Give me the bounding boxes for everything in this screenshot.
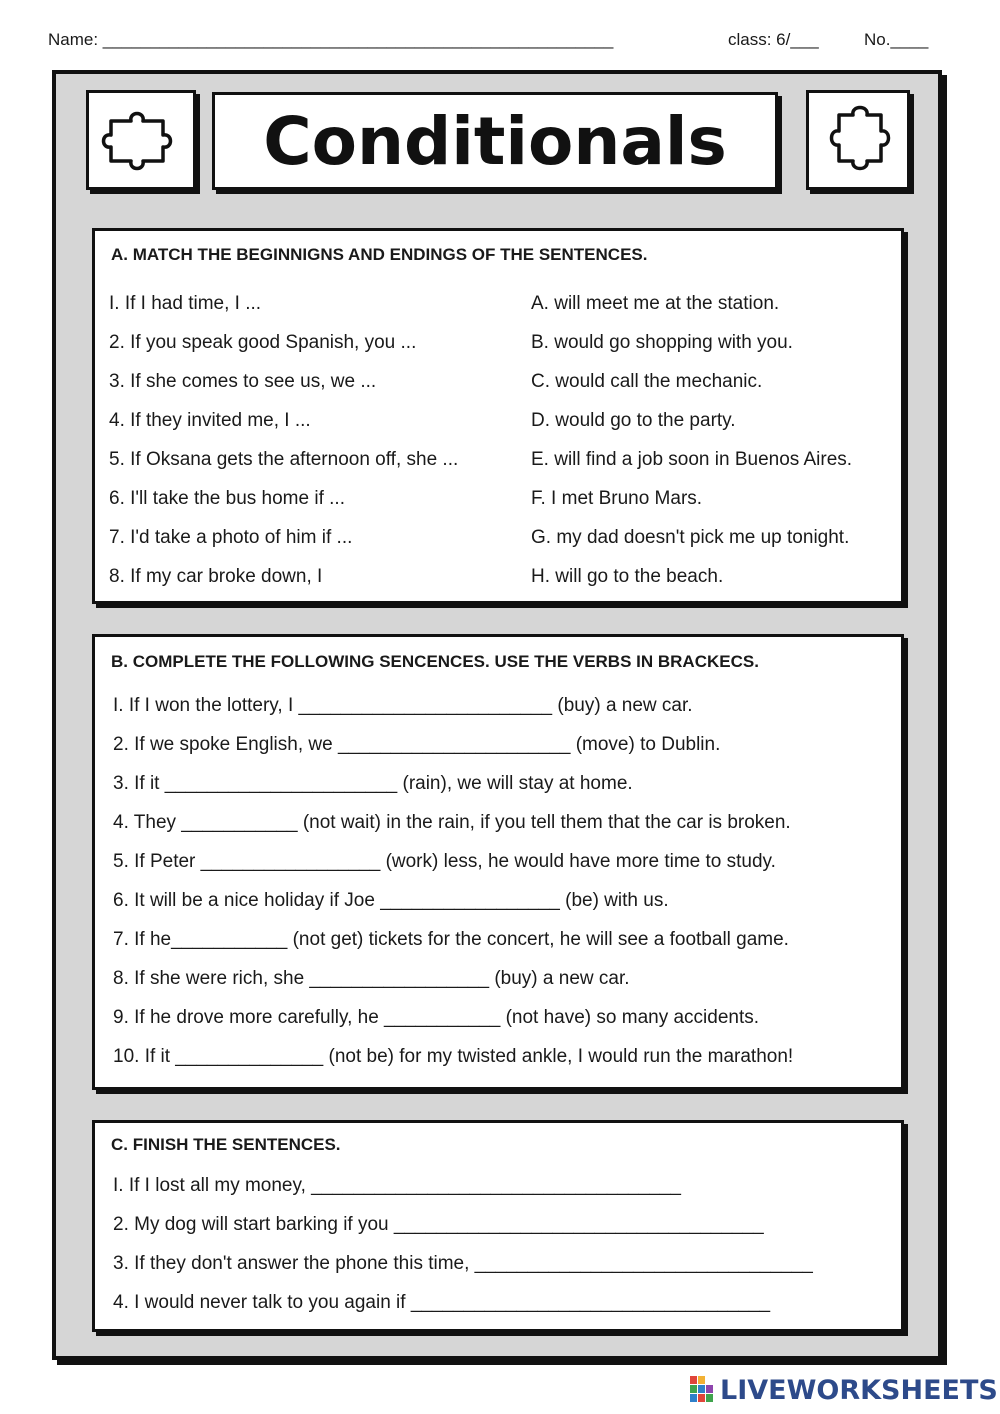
header: [48, 30, 948, 58]
completion-sentence: 4. They ___________ (not wait) in the rain, if you tell them that the car is broken.: [113, 812, 791, 833]
puzzle-piece-icon: [101, 103, 185, 179]
section-b-panel: [92, 634, 904, 1090]
section-a-panel: [92, 228, 904, 604]
match-ending: A. will meet me at the station.: [531, 293, 780, 314]
number-field-label: No.____: [864, 30, 929, 49]
completion-sentence: 6. It will be a nice holiday if Joe _________________ (be) with us.: [113, 890, 669, 911]
completion-sentence: 9. If he drove more carefully, he ___________ (not have) so many accidents.: [113, 1007, 760, 1028]
match-ending: F. I met Bruno Mars.: [531, 488, 703, 509]
finish-sentence: 3. If they don't answer the phone this time, ________________________________: [113, 1253, 813, 1274]
section-c-heading: C. FINISH THE SENTENCES.: [111, 1135, 341, 1154]
match-beginning: 6. I'll take the bus home if ...: [109, 488, 345, 509]
match-beginning: 8. If my car broke down, I: [109, 566, 323, 587]
match-ending: C. would call the mechanic.: [531, 371, 763, 392]
match-beginning: I. If I had time, I ...: [109, 293, 262, 314]
class-field-label: class: 6/___: [728, 30, 819, 49]
match-ending: D. would go to the party.: [531, 410, 736, 431]
match-beginning: 3. If she comes to see us, we ...: [109, 371, 377, 392]
completion-sentence: 5. If Peter _________________ (work) less, he would have more time to study.: [113, 851, 776, 872]
section-b-heading: B. COMPLETE THE FOLLOWING SENCENCES. USE THE VERBS IN BRACKECS.: [111, 652, 759, 671]
finish-sentence: I. If I lost all my money, ___________________________________: [113, 1175, 681, 1196]
page-title: Conditionals: [263, 102, 727, 180]
section-a-heading: A. MATCH THE BEGINNIGNS AND ENDINGS OF THE SENTENCES.: [111, 245, 648, 264]
title-box: [212, 92, 778, 190]
completion-sentence: 10. If it ______________ (not be) for my twisted ankle, I would run the marathon!: [113, 1046, 794, 1067]
right-puzzle-box: [806, 90, 910, 190]
match-beginning: 7. I'd take a photo of him if ...: [109, 527, 353, 548]
match-beginning: 5. If Oksana gets the afternoon off, she ...: [109, 449, 459, 470]
completion-sentence: 3. If it ______________________ (rain), we will stay at home.: [113, 773, 633, 794]
finish-sentence: 4. I would never talk to you again if __________________________________: [113, 1292, 771, 1313]
completion-sentence: 8. If she were rich, she _________________ (buy) a new car.: [113, 968, 630, 989]
match-ending: E. will find a job soon in Buenos Aires.: [531, 449, 853, 470]
liveworksheets-logo-icon: [690, 1376, 714, 1404]
brand-name: LIVEWORKSHEETS: [720, 1374, 998, 1406]
finish-sentence: 2. My dog will start barking if you ___________________________________: [113, 1214, 764, 1235]
match-beginning: 4. If they invited me, I ...: [109, 410, 311, 431]
name-field-label: Name: ______________________________________________________: [48, 30, 614, 49]
completion-sentence: I. If I won the lottery, I ________________________ (buy) a new car.: [113, 695, 693, 716]
completion-sentence: 7. If he___________ (not get) tickets for the concert, he will see a football game.: [113, 929, 789, 950]
match-beginning: 2. If you speak good Spanish, you ...: [109, 332, 417, 353]
section-c-panel: [92, 1120, 904, 1332]
puzzle-piece-icon: [821, 103, 901, 183]
match-ending: H. will go to the beach.: [531, 566, 724, 587]
match-ending: G. my dad doesn't pick me up tonight.: [531, 527, 850, 548]
liveworksheets-brand[interactable]: [690, 1372, 998, 1408]
completion-sentence: 2. If we spoke English, we ______________________ (move) to Dublin.: [113, 734, 721, 755]
match-ending: B. would go shopping with you.: [531, 332, 793, 353]
left-puzzle-box: [86, 90, 196, 190]
